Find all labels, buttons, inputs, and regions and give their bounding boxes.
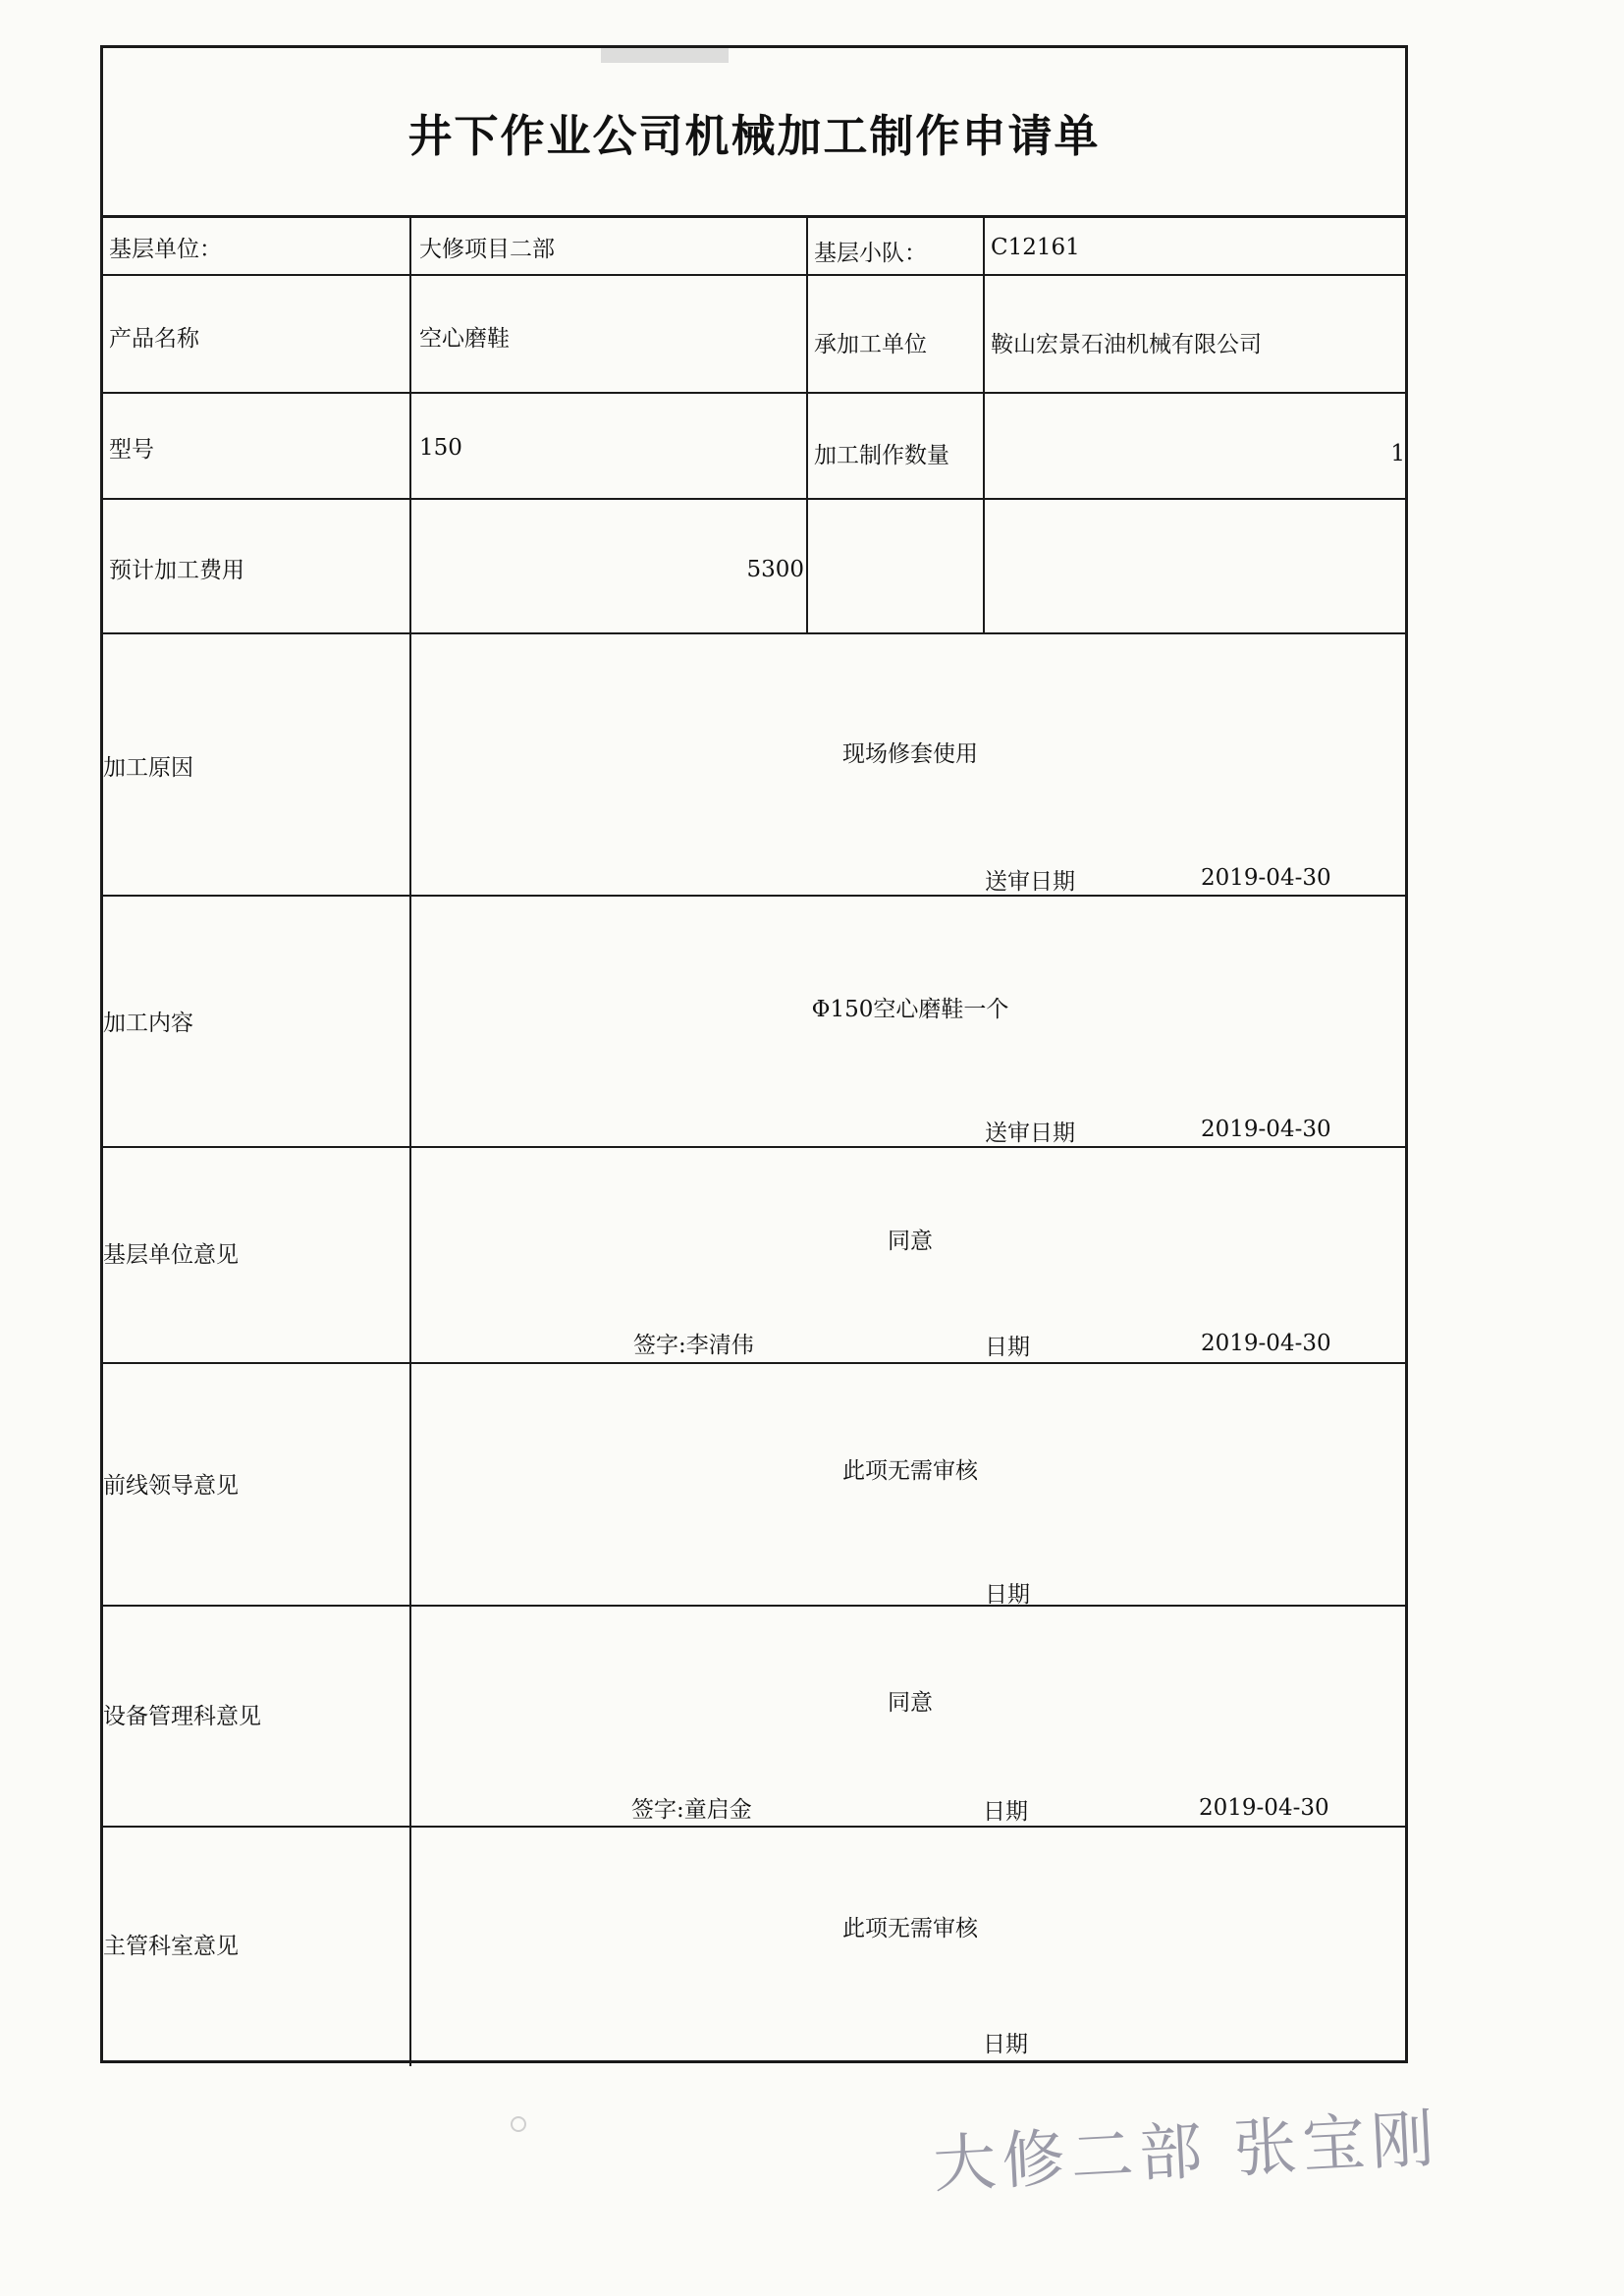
equip-opinion-label: 设备管理科意见 xyxy=(103,1704,261,1729)
estimated-cost-label: 预计加工费用 xyxy=(109,558,244,583)
processor-value: 鞍山宏景石油机械有限公司 xyxy=(991,332,1262,357)
reason-content: 现场修套使用 xyxy=(842,741,978,767)
row-divider xyxy=(103,632,1405,634)
row-divider xyxy=(103,1826,1405,1828)
scan-dot xyxy=(511,2116,526,2132)
row-divider xyxy=(103,274,1405,276)
title-box xyxy=(103,48,1405,218)
dept-opinion-label: 主管科室意见 xyxy=(103,1934,239,1959)
content-text: Φ150空心磨鞋一个 xyxy=(811,997,1009,1022)
front-opinion-date-label: 日期 xyxy=(985,1582,1030,1608)
equip-opinion-date: 2019-04-30 xyxy=(1199,1795,1329,1821)
front-opinion-label: 前线领导意见 xyxy=(103,1473,239,1499)
row-divider xyxy=(103,895,1405,897)
content-date-label: 送审日期 xyxy=(985,1121,1075,1146)
row-divider xyxy=(103,392,1405,394)
row-divider xyxy=(103,1146,1405,1148)
quantity-value: 1 xyxy=(1390,441,1405,466)
estimated-cost-value: 5300 xyxy=(746,557,804,582)
reason-date-label: 送审日期 xyxy=(985,869,1075,895)
model-label: 型号 xyxy=(109,437,154,463)
content-label: 加工内容 xyxy=(103,1011,193,1036)
base-unit-label: 基层单位： xyxy=(109,237,222,262)
dept-opinion-date-label: 日期 xyxy=(983,2032,1028,2057)
row-divider xyxy=(103,1362,1405,1364)
unit-opinion-content: 同意 xyxy=(888,1229,933,1254)
row-divider xyxy=(103,498,1405,500)
base-unit-value: 大修项目二部 xyxy=(419,237,555,262)
application-form xyxy=(100,45,1408,2063)
product-name-label: 产品名称 xyxy=(109,326,199,352)
row-divider xyxy=(103,1605,1405,1607)
model-value: 150 xyxy=(419,435,462,461)
unit-opinion-label: 基层单位意见 xyxy=(103,1242,239,1268)
handwritten-note: 大修二部 张宝刚 xyxy=(931,2103,1442,2203)
equip-opinion-content: 同意 xyxy=(888,1690,933,1716)
quantity-label: 加工制作数量 xyxy=(814,443,949,468)
processor-label: 承加工单位 xyxy=(814,332,927,357)
dept-opinion-content: 此项无需审核 xyxy=(842,1916,978,1941)
unit-opinion-date: 2019-04-30 xyxy=(1201,1331,1331,1356)
base-team-value: C12161 xyxy=(991,235,1080,260)
reason-date: 2019-04-30 xyxy=(1201,865,1331,891)
reason-label: 加工原因 xyxy=(103,755,193,781)
front-opinion-content: 此项无需审核 xyxy=(842,1458,978,1484)
content-date: 2019-04-30 xyxy=(1201,1117,1331,1142)
unit-opinion-signature: 签字:李清伟 xyxy=(633,1333,754,1358)
equip-opinion-date-label: 日期 xyxy=(983,1799,1028,1825)
column-divider xyxy=(806,215,808,632)
equip-opinion-signature: 签字:童启金 xyxy=(631,1797,752,1823)
product-name-value: 空心磨鞋 xyxy=(419,326,510,352)
column-divider xyxy=(409,215,411,2066)
form-title: 井下作业公司机械加工制作申请单 xyxy=(407,109,1101,162)
base-team-label: 基层小队： xyxy=(814,241,927,266)
column-divider xyxy=(983,215,985,632)
unit-opinion-date-label: 日期 xyxy=(985,1335,1030,1360)
